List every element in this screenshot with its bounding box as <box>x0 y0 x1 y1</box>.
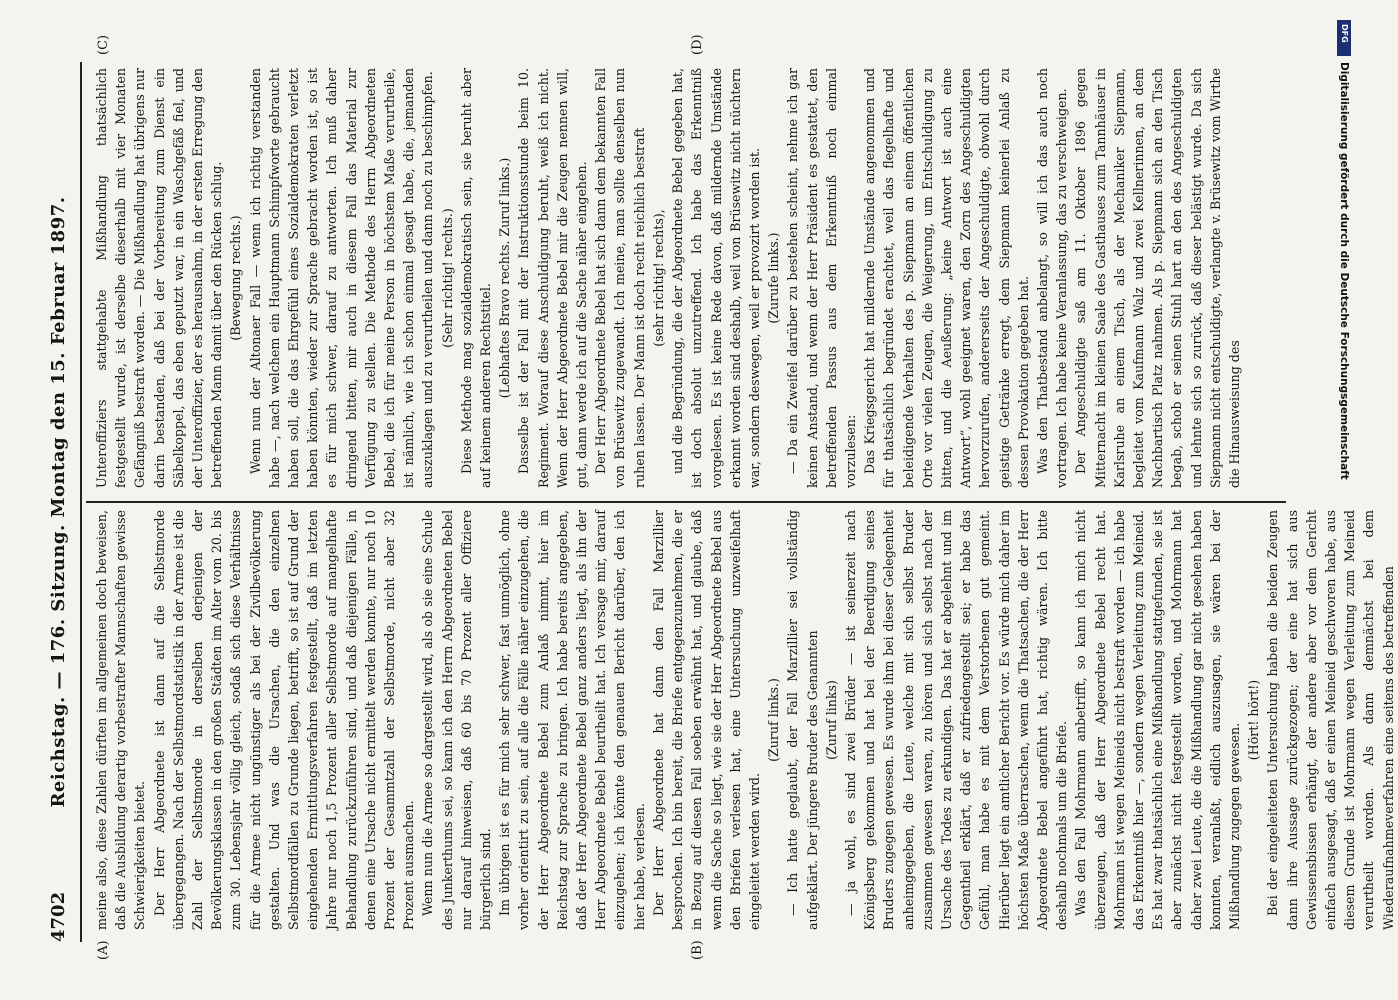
dfg-logo: DFG <box>1337 20 1351 56</box>
margin-marker-c: (C) <box>96 34 111 55</box>
page-number: 4702 <box>48 891 69 942</box>
paragraph: und die Begründung, die der Abgeordnete Bebel gegeben hat, ist doch absolut unzutreffend. Ich habe das Erkenntniß vorgelesen. Es ist keine Rede davon, daß mildernde Umstände erkannt worden sind deshalb, weil von Brüsewitz nicht nüchtern war, sondern deswegen, weil er provozirt worden ist. <box>670 68 762 488</box>
margin-marker-b: (B) <box>690 940 705 960</box>
paragraph: Der Herr Abgeordnete ist dann auf die Selbstmorde übergegangen. Nach der Selbstmordstatistik in der Armee ist die Zahl der Selbstmorde in derselben derjenigen der Bevölkerungsklassen in den großen Städten im Alter vom 20. bis zum 30. Lebensjahr völlig gleich, sodaß sich diese Verhältnisse für die Armee nicht ungünstiger als bei der Zivilbevölkerung gestalten. Und was die Ursachen, die den einzelnen Selbstmordfällen zu Grunde liegen, betrifft, so ist auf Grund der eingehenden Ermittlungsverfahren festgestellt, daß im letzten Jahre nur noch 1,5 Prozent aller Selbstmorde auf mangelhafte Behandlung zurückzuführen sind, und daß diejenigen Fälle, in denen eine Ursache nicht ermittelt werden konnte, nur noch 10 Prozent der Gesammtzahl der Selbstmorde, nicht aber 32 Prozent ausmachen. <box>151 510 417 930</box>
margin-marker-d: (D) <box>690 34 705 55</box>
page-header <box>48 62 76 942</box>
interjection: (Sehr richtig! rechts.) <box>439 208 455 348</box>
paragraph: Das Kriegsgericht hat mildernde Umstände angenommen und für thatsächlich begründet erachtet, weil das flegelhafte und beleidigende Verhalten des p. Siepmann an einem öffentlichen Orte vor vielen Zeugen, die Weigerung, um Entschuldigung zu bitten, und die Aeußerung: „keine Antwort ist auch eine Antwort“, wohl geeignet waren, den Zorn des Angeschuldigten hervorzurufen, andererseits der Angeschuldigte, obwohl durch geistige Getränke erregt, dem Siepmann keinerlei Anlaß zu dessen Provokation gegeben hat. <box>862 68 1031 488</box>
paragraph: — ja wohl, es sind zwei Brüder — ist seinerzeit nach Königsberg gekommen und hat bei der Beerdigung seines Bruders zugegen gewesen. Es wurde ihm bei dieser Gelegenheit anheimgegeben, die Leute, welche mit sich selbst Bruder zusammen gewesen waren, zu hören und sich selbst nach der Ursache des Todes zu erkundigen. Das hat er abgelehnt und im Gegentheil erklärt, daß er zufriedengestellt sei; er habe das Gefühl, man habe es mit dem Verstorbenen gut gemeint. Hierüber liegt ein amtlicher Bericht vor. Es würde mich daher im höchsten Maße überraschen, wenn die Thatsachen, die der Herr Abgeordnete Bebel angeführt hat, richtig wären. Ich bitte deshalb nochmals um die Briefe. <box>842 510 1070 930</box>
credit-text: Digitalisierung gefördert durch die Deutsche Forschungsgemeinschaft <box>1338 62 1350 480</box>
interjection: (sehr richtig! rechts), <box>650 209 666 347</box>
interjection: (Hört! hört!) <box>1246 679 1262 761</box>
paragraph: Wenn nun die Armee so dargestellt wird, als ob sie eine Schule des Junkerthums sei, so kann ich den Herrn Abgeordneten Bebel nur darauf hinweisen, daß 60 bis 70 Prozent aller Offiziere bürgerlich sind. <box>420 510 494 930</box>
paragraph: Was den Fall Mohrmann anbetrifft, so kann ich mich nicht überzeugen, daß der Herr Abgeordnete Bebel recht hat. Mohrmann ist wegen Meineids nicht bestraft worden — ich habe das Erkenntniß hier —, sondern wegen Verleitung zum Meineid. Es hat zwar thatsächlich eine Mißhandlung stattgefunden, sie ist aber zunächst nicht festgestellt worden, und Mohrmann hat daher zwei Leute, die die Mißhandlung gar nicht gesehen haben konnten, veranlaßt, eidlich auszusagen, sie wären bei der Mißhandlung zugegen gewesen. <box>1073 510 1242 930</box>
right-text-column <box>92 68 1272 488</box>
paragraph: Unteroffiziers stattgehabte Mißhandlung thatsächlich festgestellt wurde, ist derselbe dieserhalb mit vier Monaten Gefängniß bestraft worden. — Die Mißhandlung hat übrigens nur darin bestanden, daß bei der Vorbereitung zum Dienst ein Säbelkoppel, das eben geputzt war, in ein Waschgefäß fiel, und der Unteroffizier, der es herausnahm, in der ersten Erregung den betreffenden Mann damit über den Rücken schlug. <box>94 68 225 488</box>
paragraph: Diese Methode mag sozialdemokratisch sein, sie beruht aber auf keinem anderen Rechtstitel. <box>458 68 494 488</box>
paragraph: — Ich hatte geglaubt, der Fall Marzillier sei vollständig aufgeklärt. Der jüngere Bruder des Genannten <box>785 510 820 930</box>
interjection: (Bewegung rechts.) <box>228 215 244 341</box>
paragraph: Der Herr Abgeordnete Bebel hat sich dann dem bekannten Fall von Brüsewitz zugewandt. Ich meine, man sollte denselben nun ruhen lassen. Der Mann ist doch recht reichlich bestraft <box>593 68 647 488</box>
running-header: Reichstag. — 176. Sitzung. Montag den 15. Februar 1897. <box>48 196 69 808</box>
paragraph: Was den Thatbestand anbelangt, so will ich das auch noch vortragen. Ich habe keine Veranlassung, das zu verschweigen. <box>1034 68 1070 488</box>
paragraph: Bei der eingeleiteten Untersuchung haben die beiden Zeugen dann ihre Aussage zurückgezogen; der eine hat sich aus Gewissensbissen erhängt, der andere aber vor dem Gericht einfach ausgesagt, daß er einen Meineid geschworen habe, aus diesem Grunde ist Mohrmann wegen Verleitung zum Meineid verurtheilt worden. Als dann demnächst bei dem Wiederaufnahmeverfahren eine seitens des betreffenden <box>1265 510 1396 930</box>
margin-marker-a: (A) <box>96 940 111 960</box>
paragraph: Der Angeschuldigte saß am 11. Oktober 1896 gegen Mitternacht im kleinen Saale des Gasthauses zum Tannhäuser in Karlsruhe an einem Tisch, als der Mechaniker Siepmann, begleitet vom Kaufmann Walz und zwei Kellnerinnen, an dem Nachbartisch Platz nahmen. Als p. Siepmann sich an den Tisch begab, schob er seinen Stuhl hart an den des Angeschuldigten und lehnte sich so zurück, daß dieser belästigt wurde. Da sich Siepmann nicht entschuldigte, verlangte v. Brüsewitz vom Wirthe die Hinausweisung des <box>1073 68 1242 488</box>
paragraph: Dasselbe ist der Fall mit der Instruktionsstunde beim 10. Regiment. Worauf diese Anschuldigung beruht, weiß ich nicht. Wenn der Herr Abgeordnete Bebel mir die Zeugen nennen will, gut, dann werde ich auf die Sache näher eingehen. <box>516 68 590 488</box>
paragraph: — Da ein Zweifel darüber zu bestehen scheint, nehme ich gar keinen Anstand, und wenn der Herr Präsident es gestattet, den betreffenden Passus aus dem Erkenntniß noch einmal vorzulesen: <box>785 68 858 488</box>
paragraph: meine also, diese Zahlen dürften im allgemeinen doch beweisen, daß die Ausbildung derartig vorbestrafter Mannschaften gewisse Schwierigkeiten bietet. <box>94 510 148 930</box>
paragraph: Im übrigen ist es für mich sehr schwer, fast unmöglich, ohne vorher orientirt zu sein, auf alle die Fälle näher einzugehen, die der Herr Abgeordnete Bebel zum Anlaß nimmt, hier im Reichstag zur Sprache zu bringen. Ich habe bereits angegeben, daß der Herr Abgeordnete Bebel ganz anders liegt, als ihn der Herr Abgeordnete Bebel beurtheilt hat. Ich versage mir, darauf einzugehen; ich könnte den genauen Bericht darüber, den ich hier habe, verlesen. <box>497 510 647 930</box>
digitization-credit <box>1338 12 1354 992</box>
column-divider <box>86 501 1286 503</box>
paragraph: Wenn nun der Altonaer Fall — wenn ich richtig verstanden habe —, nach welchem ein Hauptmann Schimpfworte gebraucht haben soll, die das Ehrgefühl eines Sozialdemokraten verletzt haben könnten, wieder zur Sprache gebracht worden ist, so ist es für mich schwer, darauf zu antworten. Ich muß daher dringend bitten, mir auch in diesem Fall das Material zur Verfügung zu stellen. Die Methode des Herrn Abgeordneten Bebel, die ich für meine Person in höchstem Maße verurtheile, ist nämlich, wie ich schon einmal gesagt habe, die, jemanden auszuklagen und zu verurtheilen und dann noch zu beschimpfen. <box>247 68 436 488</box>
left-text-column <box>92 510 1396 930</box>
interjection: (Zuruf links.) <box>766 678 782 762</box>
interjection: (Zurufe links.) <box>766 232 782 324</box>
interjection: (Zuruf links) <box>823 680 839 760</box>
header-rule <box>80 62 82 942</box>
interjection: (Lebhaftes Bravo rechts. Zuruf links.) <box>497 157 513 399</box>
paragraph: Der Herr Abgeordnete hat dann den Fall Marzillier besprochen. Ich bin bereit, die Briefe entgegenzunehmen, die er in Bezug auf diesen Fall soeben erwähnt hat, und glaube, daß wenn die Sache so liegt, wie sie der Herr Abgeordnete Bebel aus den Briefen verlesen hat, eine Untersuchung unzweifelhaft eingeleitet werden wird. <box>650 510 762 930</box>
